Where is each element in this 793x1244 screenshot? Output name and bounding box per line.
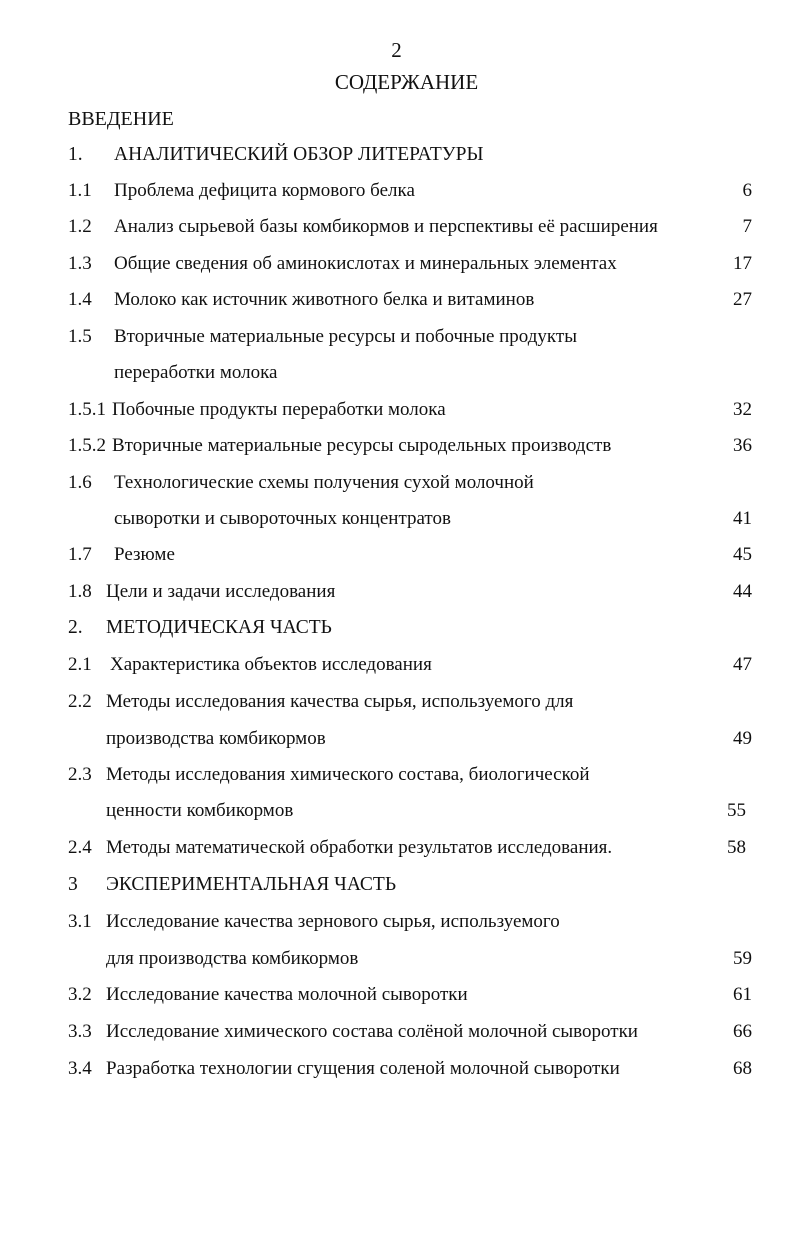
toc-entry-number: 2.2 <box>68 691 92 712</box>
toc-entry-title: ЭКСПЕРИМЕНТАЛЬНАЯ ЧАСТЬ <box>106 874 397 895</box>
toc-entry-title: ценности комбикормов <box>106 800 294 821</box>
toc-entry <box>68 1019 752 1045</box>
toc-entry-page: 27 <box>733 289 752 310</box>
toc-entry-title: Молоко как источник животного белка и витаминов <box>114 289 535 310</box>
toc-entry-title: для производства комбикормов <box>106 948 359 969</box>
toc-entry-continuation <box>68 798 752 824</box>
toc-entry-title: Исследование качества молочной сыворотки <box>106 984 468 1005</box>
toc-entry-page: 17 <box>733 253 752 274</box>
toc-entry <box>68 433 752 459</box>
toc-entry-number: 2.4 <box>68 837 92 858</box>
toc-intro-heading: ВВЕДЕНИЕ <box>68 108 174 130</box>
toc-entry <box>68 909 752 935</box>
toc-entry-title: Вторичные материальные ресурсы сыродельных производств <box>112 435 612 456</box>
toc-entry-number: 3.4 <box>68 1058 92 1079</box>
toc-entry <box>68 397 752 423</box>
toc-entry-title: Методы исследования качества сырья, используемого для <box>106 691 574 712</box>
toc-entry-page: 6 <box>742 180 752 201</box>
toc-entry-title: АНАЛИТИЧЕСКИЙ ОБЗОР ЛИТЕРАТУРЫ <box>114 144 484 165</box>
toc-entry-number: 1.5.2 <box>68 435 106 456</box>
toc-entry-title: Резюме <box>114 544 175 565</box>
toc-entry-page: 32 <box>733 399 752 420</box>
toc-entry <box>68 982 752 1008</box>
toc-entry-page: 7 <box>742 216 752 237</box>
toc-entry <box>68 615 752 641</box>
toc-entry <box>68 689 752 715</box>
toc-entry <box>68 324 752 350</box>
toc-entry-title: Побочные продукты переработки молока <box>112 399 446 420</box>
toc-entry <box>68 652 752 678</box>
toc-entry <box>68 762 752 788</box>
toc-entry-page: 59 <box>733 948 752 969</box>
toc-entry-title: Технологические схемы получения сухой молочной <box>114 472 534 493</box>
toc-entry-title: Методы исследования химического состава, биологической <box>106 764 590 785</box>
toc-entry-title: Анализ сырьевой базы комбикормов и перспективы её расширения <box>114 216 658 237</box>
toc-entry <box>68 251 752 277</box>
toc-entry-continuation <box>68 360 752 386</box>
toc-entry-page: 66 <box>733 1021 752 1042</box>
toc-entry-number: 1.2 <box>68 216 92 237</box>
toc-entry <box>68 835 752 861</box>
toc-entry-number: 3.1 <box>68 911 92 932</box>
toc-entry-title: Исследование качества зернового сырья, используемого <box>106 911 560 932</box>
toc-entry-title: Характеристика объектов исследования <box>110 654 432 675</box>
toc-entry-title: Проблема дефицита кормового белка <box>114 180 415 201</box>
toc-entry-page: 55 <box>727 800 746 821</box>
toc-entry-continuation <box>68 726 752 752</box>
toc-entry-number: 1.7 <box>68 544 92 565</box>
toc-entry <box>68 579 752 605</box>
toc-entry-number: 2. <box>68 617 83 638</box>
toc-entry-page: 58 <box>727 837 746 858</box>
toc-entry-number: 1.3 <box>68 253 92 274</box>
toc-entry-number: 1.5 <box>68 326 92 347</box>
toc-entry-continuation <box>68 506 752 532</box>
toc-entry-number: 2.1 <box>68 654 92 675</box>
toc-entry-title: производства комбикормов <box>106 728 326 749</box>
toc-entry-title: Цели и задачи исследования <box>106 581 336 602</box>
toc-entry-page: 61 <box>733 984 752 1005</box>
toc-entry-number: 1.4 <box>68 289 92 310</box>
toc-entry-title: Общие сведения об аминокислотах и минеральных элементах <box>114 253 617 274</box>
toc-entry-page: 49 <box>733 728 752 749</box>
toc-entry-number: 1.1 <box>68 180 92 201</box>
toc-entry-number: 1. <box>68 144 83 165</box>
toc-entry-number: 2.3 <box>68 764 92 785</box>
toc-entry-title: сыворотки и сывороточных концентратов <box>114 508 451 529</box>
toc-entry-page: 41 <box>733 508 752 529</box>
toc-entry-title: Разработка технологии сгущения соленой молочной сыворотки <box>106 1058 620 1079</box>
toc-entry-page: 44 <box>733 581 752 602</box>
toc-entry-number: 3.3 <box>68 1021 92 1042</box>
toc-entry <box>68 142 752 168</box>
toc-entry-number: 1.8 <box>68 581 92 602</box>
toc-entry <box>68 214 752 240</box>
toc-entry-title: переработки молока <box>114 362 278 383</box>
toc-entry <box>68 178 752 204</box>
toc-entry-title: Вторичные материальные ресурсы и побочные продукты <box>114 326 577 347</box>
toc-entry <box>68 470 752 496</box>
toc-entry <box>68 287 752 313</box>
toc-entry-number: 3.2 <box>68 984 92 1005</box>
toc-entry <box>68 872 752 898</box>
toc-entry <box>68 1056 752 1082</box>
toc-entry-title: Исследование химического состава солёной молочной сыворотки <box>106 1021 638 1042</box>
toc-entry-number: 1.5.1 <box>68 399 106 420</box>
toc-entry-title: МЕТОДИЧЕСКАЯ ЧАСТЬ <box>106 617 332 638</box>
toc-entry-page: 36 <box>733 435 752 456</box>
toc-entry <box>68 542 752 568</box>
toc-entry-title: Методы математической обработки результатов исследования. <box>106 837 613 858</box>
toc-entry-continuation <box>68 946 752 972</box>
page-title: СОДЕРЖАНИЕ <box>334 70 479 94</box>
toc-entry-page: 45 <box>733 544 752 565</box>
toc-entry-number: 1.6 <box>68 472 92 493</box>
page-number: 2 <box>391 38 402 62</box>
toc-entry-page: 68 <box>733 1058 752 1079</box>
toc-entry-page: 47 <box>733 654 752 675</box>
toc-entry-number: 3 <box>68 874 78 895</box>
